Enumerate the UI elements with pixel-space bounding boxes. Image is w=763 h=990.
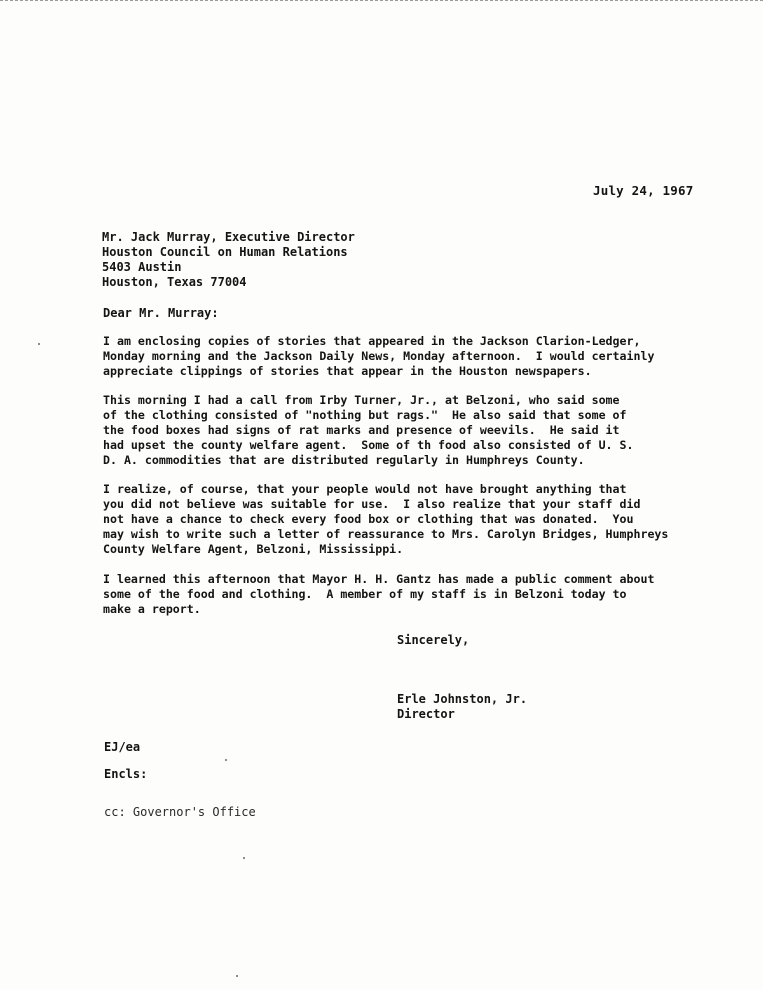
signer-title: Director [397, 707, 455, 721]
text-line: the food boxes had signs of rat marks and presence of weevils. He said it [103, 423, 620, 437]
text-line: D. A. commodities that are distributed regularly in Humphreys County. [103, 453, 585, 467]
salutation: Dear Mr. Murray: [103, 306, 219, 320]
scan-speck [236, 975, 238, 977]
signature-block [397, 692, 527, 722]
carbon-copy-line: cc: Governor's Office [104, 805, 256, 819]
address-line: Mr. Jack Murray, Executive Director [102, 230, 355, 244]
closing: Sincerely, [397, 633, 470, 647]
scan-speck [225, 759, 227, 761]
paragraph-4 [103, 572, 654, 617]
text-line: I realize, of course, that your people would not have brought anything that [103, 482, 627, 496]
text-line: may wish to write such a letter of reassurance to Mrs. Carolyn Bridges, Humphreys [103, 527, 669, 541]
scan-speck [243, 857, 245, 859]
text-line: not have a chance to check every food box or clothing that was donated. You [103, 512, 634, 526]
text-line: some of the food and clothing. A member of my staff is in Belzoni today to [103, 587, 627, 601]
paragraph-2 [103, 393, 633, 468]
text-line: I am enclosing copies of stories that appeared in the Jackson Clarion-Ledger, [103, 334, 641, 348]
letter-date: July 24, 1967 [593, 183, 694, 198]
enclosure-note: Encls: [104, 767, 148, 781]
text-line: County Welfare Agent, Belzoni, Mississippi. [103, 542, 404, 556]
text-line: appreciate clippings of stories that appear in the Houston newspapers. [103, 364, 592, 378]
paragraph-1 [103, 334, 654, 379]
address-line: Houston, Texas 77004 [102, 275, 247, 289]
signer-name: Erle Johnston, Jr. [397, 692, 528, 706]
recipient-address [102, 230, 355, 290]
scan-speck [38, 343, 40, 345]
text-line: had upset the county welfare agent. Some of th food also consisted of U. S. [103, 438, 634, 452]
text-line: you did not believe was suitable for use. I also realize that your staff did [103, 497, 641, 511]
text-line: make a report. [103, 602, 201, 616]
address-line: Houston Council on Human Relations [102, 245, 348, 259]
text-line: Monday morning and the Jackson Daily News, Monday afternoon. I would certainly [103, 349, 655, 363]
text-line: of the clothing consisted of "nothing but rags." He also said that some of [103, 408, 627, 422]
address-line: 5403 Austin [102, 260, 182, 274]
reference-initials: EJ/ea [104, 740, 141, 754]
paragraph-3 [103, 482, 668, 557]
page-edge-line [0, 0, 763, 1]
text-line: This morning I had a call from Irby Turner, Jr., at Belzoni, who said some [103, 393, 620, 407]
text-line: I learned this afternoon that Mayor H. H. Gantz has made a public comment about [103, 572, 655, 586]
